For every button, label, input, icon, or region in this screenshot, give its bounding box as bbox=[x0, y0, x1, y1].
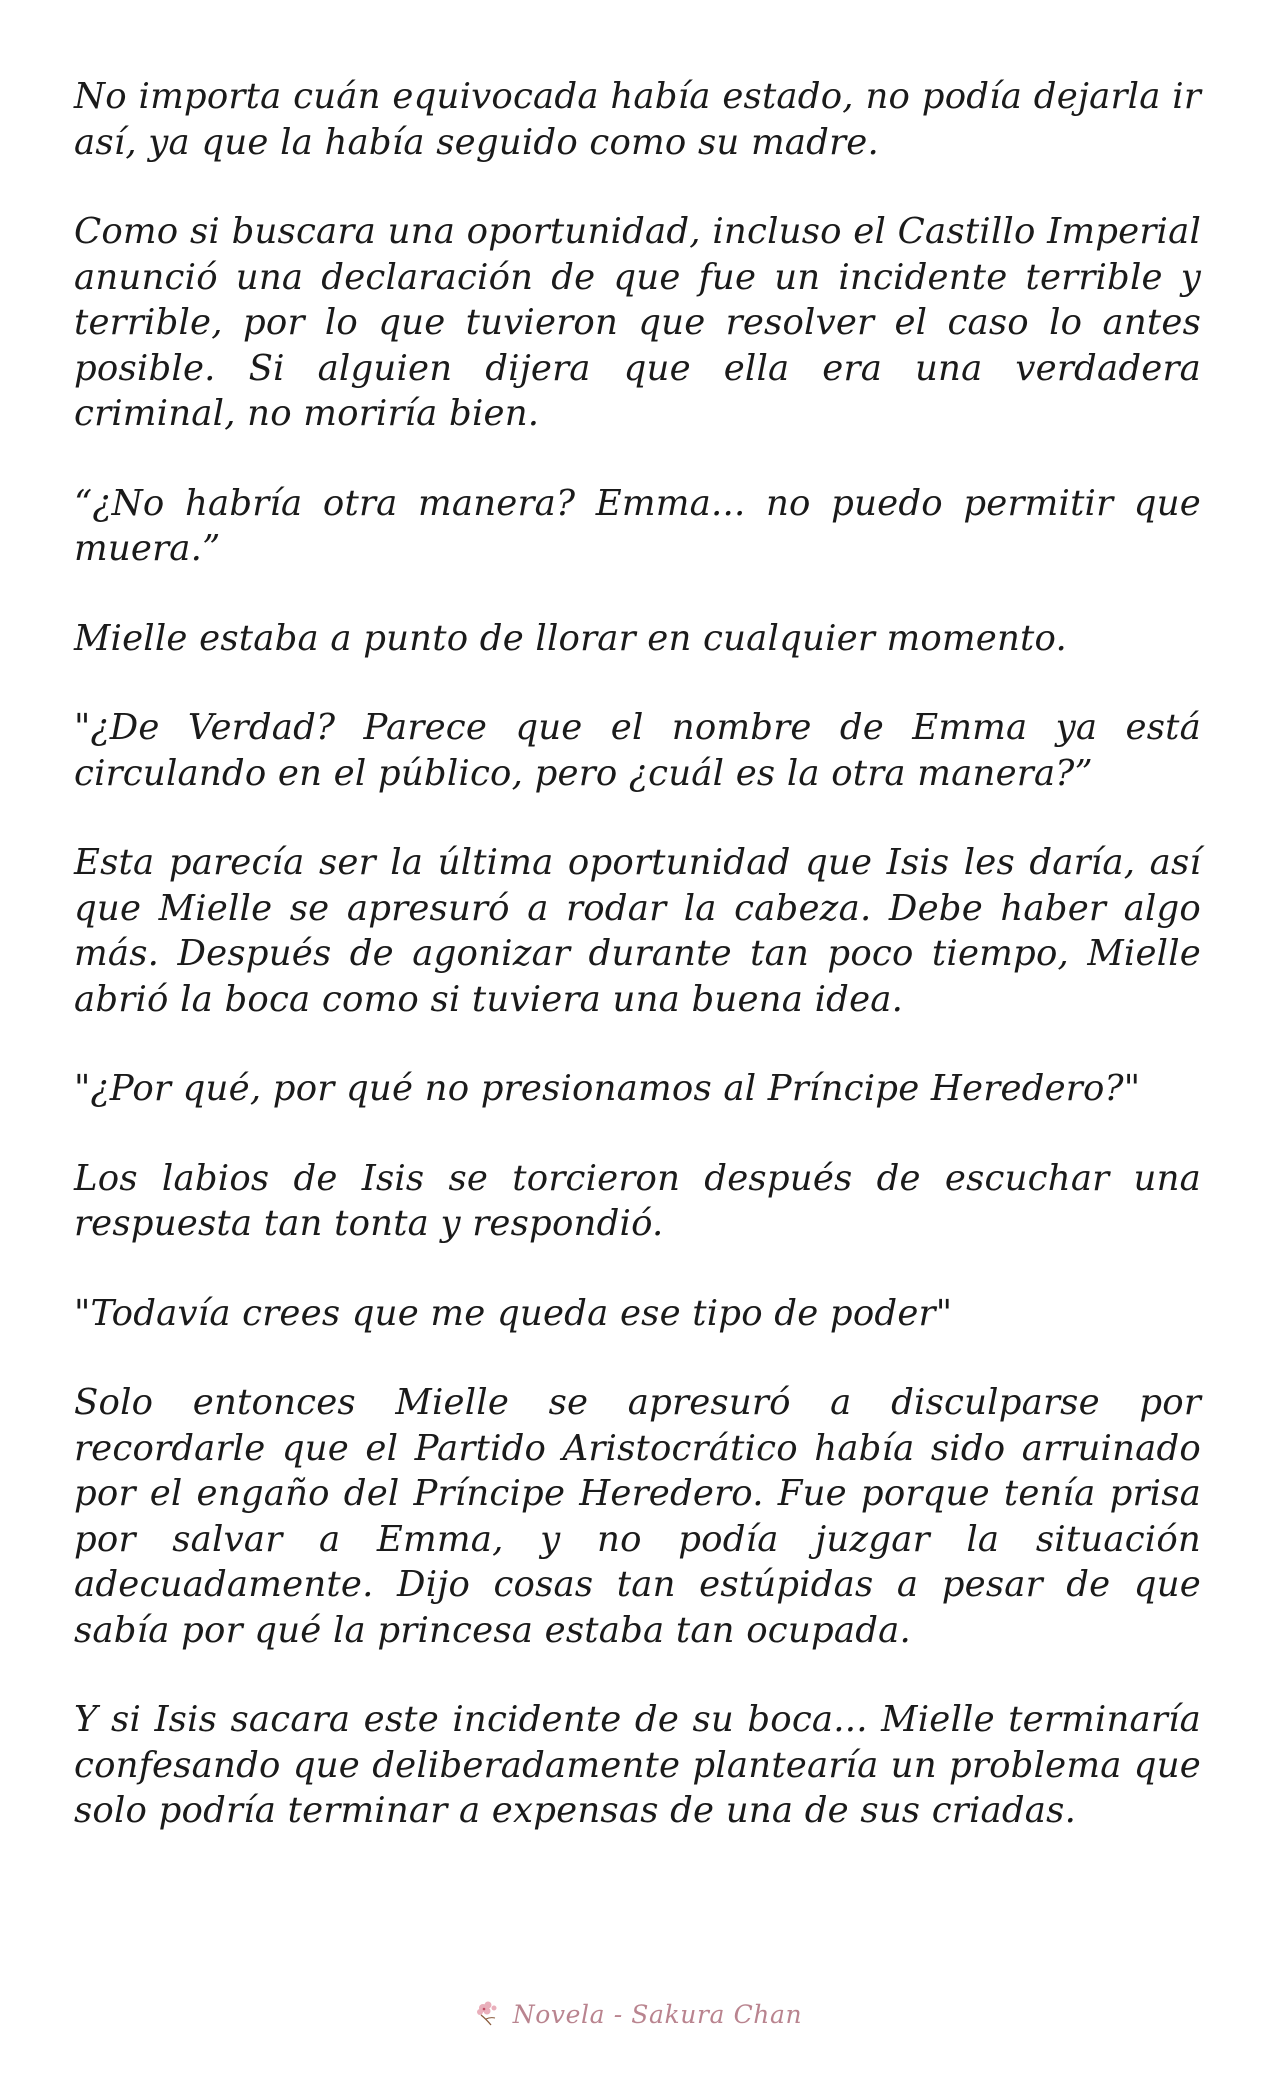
paragraph-5: "¿De Verdad? Parece que el nombre de Emma ya está circulando en el público, pero ¿cuál es la otra manera?” bbox=[74, 707, 1201, 794]
paragraph-3: “¿No habría otra manera? Emma... no puedo permitir que muera.” bbox=[74, 482, 1201, 569]
watermark-text: Novela - Sakura Chan bbox=[512, 1999, 803, 2029]
paragraph-9: "Todavía crees que me queda ese tipo de poder" bbox=[74, 1292, 953, 1334]
paragraph-8: Los labios de Isis se torcieron después de escuchar una respuesta tan tonta y respondió. bbox=[74, 1157, 1201, 1244]
paragraph-1: No importa cuán equivocada había estado, no podía dejarla ir así, ya que la había seguido como su madre. bbox=[74, 76, 1201, 163]
watermark bbox=[0, 1992, 1275, 2036]
paragraph-2: Como si buscara una oportunidad, incluso el Castillo Imperial anunció una declaración de que fue un incidente terrible y terrible, por lo que tuvieron que resolver el caso lo antes posible. Si alguien dijera que ella era una verdadera criminal, no moriría bien. bbox=[74, 211, 1201, 434]
paragraph-10: Solo entonces Mielle se apresuró a disculparse por recordarle que el Partido Aristocrático había sido arruinado por el engaño del Príncipe Heredero. Fue porque tenía prisa por salvar a Emma, y no podía juzgar la situación adecuadamente. Dijo cosas tan estúpidas a pesar de que sabía por qué la princesa estaba tan ocupada. bbox=[74, 1382, 1201, 1651]
paragraph-4: Mielle estaba a punto de llorar en cualquier momento. bbox=[74, 617, 1067, 659]
paragraph-7: "¿Por qué, por qué no presionamos al Príncipe Heredero?" bbox=[74, 1068, 1141, 1109]
document-body bbox=[74, 74, 1201, 1878]
sakura-blossom-icon bbox=[473, 1999, 503, 2029]
paragraph-11: Y si Isis sacara este incidente de su boca... Mielle terminaría confesando que deliberadamente plantearía un problema que solo podría terminar a expensas de una de sus criadas. bbox=[74, 1699, 1201, 1831]
paragraph-6: Esta parecía ser la última oportunidad que Isis les daría, así que Mielle se apresuró a rodar la cabeza. Debe haber algo más. Después de agonizar durante tan poco tiempo, Mielle abrió la boca como si tuviera una buena idea. bbox=[74, 842, 1201, 1020]
